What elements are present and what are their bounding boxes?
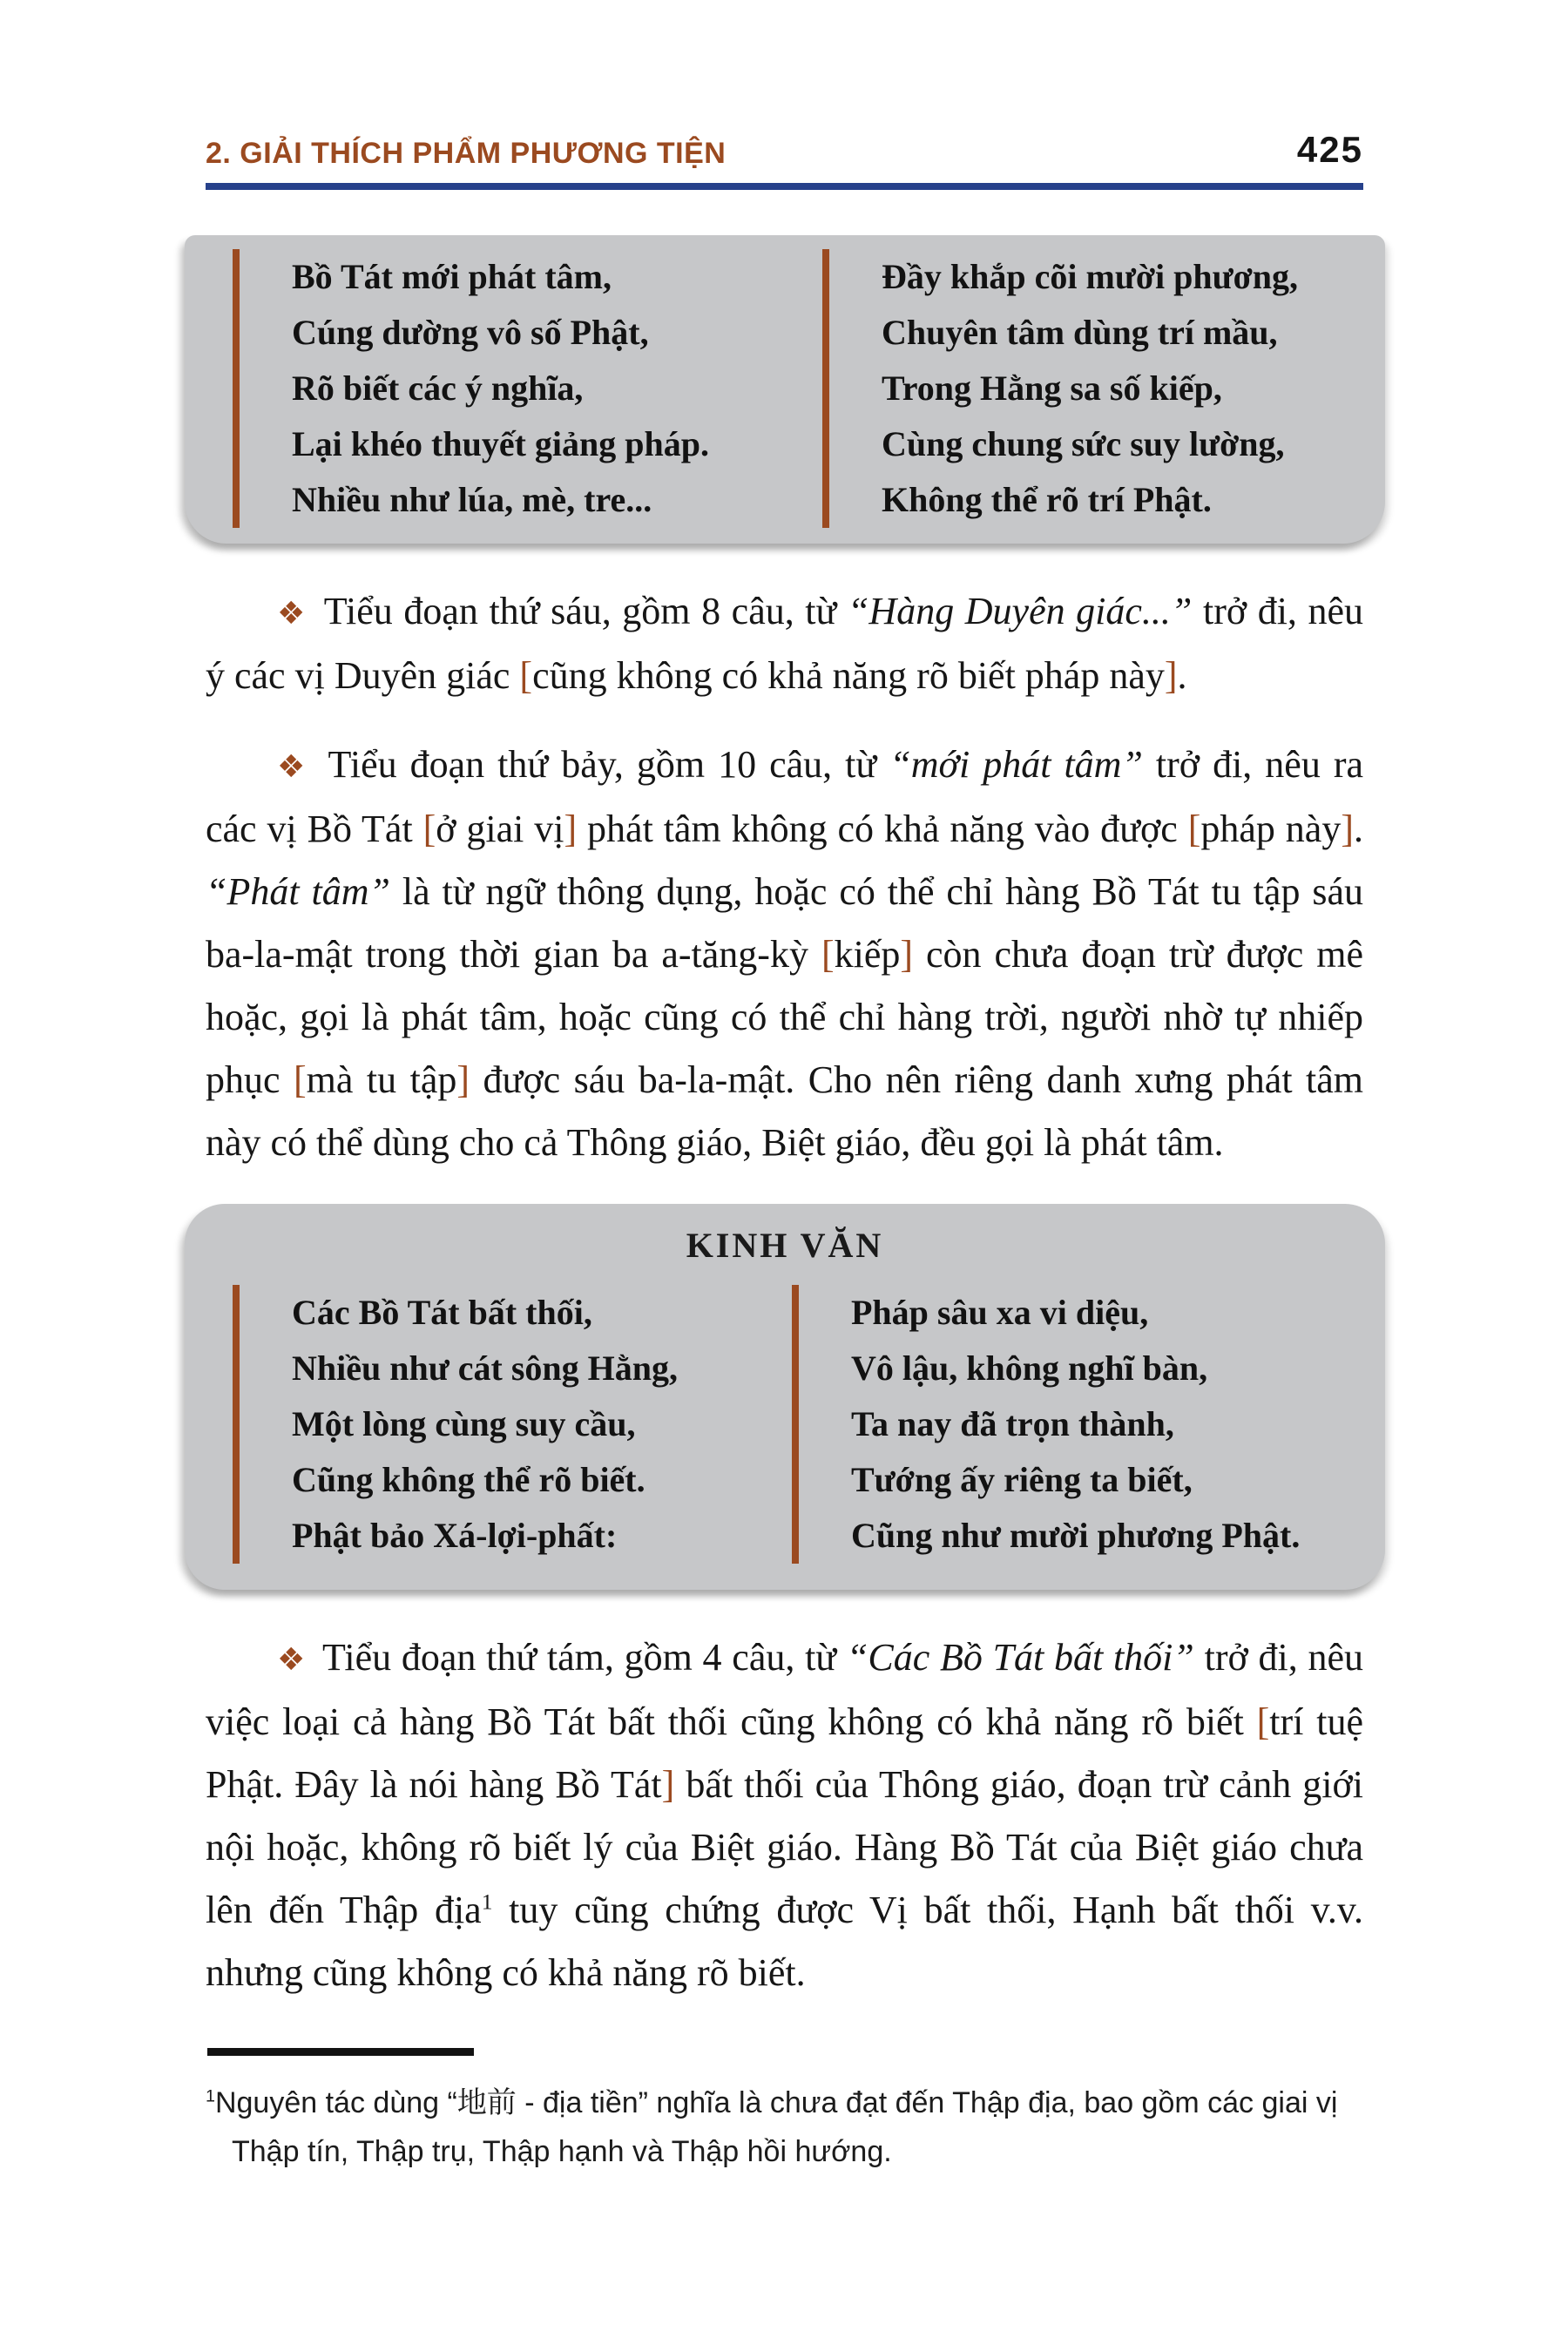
verse-columns bbox=[185, 249, 1385, 528]
text-segment-bracket: [ bbox=[1187, 808, 1201, 850]
page-header bbox=[206, 129, 1363, 190]
footnote bbox=[206, 2048, 1363, 2176]
text-segment-plain: trí tuệ Phật. Đây là nói hàng Bồ Tát bbox=[206, 1700, 1363, 1806]
verse-line: Cũng như mười phương Phật. bbox=[851, 1516, 1301, 1555]
verse-accent-bar bbox=[233, 1285, 240, 1564]
text-segment-plain: trở đi, nêu ra các vị Bồ Tát bbox=[206, 743, 1363, 850]
verse-accent-bar bbox=[792, 1285, 799, 1564]
text-segment-plain: Tiểu đoạn thứ bảy, gồm 10 câu, từ bbox=[315, 743, 890, 786]
text-segment-plain: còn chưa đoạn trừ được mê hoặc, gọi là phát tâm, hoặc cũng có thể chỉ hàng trời, người nhờ tự nhiếp phục bbox=[206, 933, 1364, 1101]
verse-line: Cùng chung sức suy lường, bbox=[882, 424, 1285, 463]
text-segment-bracket: ] bbox=[1341, 808, 1354, 850]
verse-column-left bbox=[233, 249, 773, 528]
verse-line: Chuyên tâm dùng trí mầu, bbox=[882, 313, 1278, 352]
text-segment-plain: kiếp bbox=[834, 933, 901, 976]
verse-column-right bbox=[792, 1285, 1354, 1564]
page-number: 425 bbox=[1296, 129, 1363, 170]
verse-line: Lại khéo thuyết giảng pháp. bbox=[292, 424, 710, 463]
verse-line: Không thể rõ trí Phật. bbox=[882, 480, 1212, 519]
text-segment-plain: là từ ngữ thông dụng, hoặc có thể chỉ hàng Bồ Tát tu tập sáu ba-la-mật trong thời gian ba a-tăng-kỳ bbox=[206, 870, 1364, 976]
text-segment-italic: “Hàng Duyên giác...” bbox=[847, 590, 1193, 632]
text-segment-italic: “Phát tâm” bbox=[206, 870, 390, 913]
text-segment-plain: trở đi, nêu việc loại cả hàng Bồ Tát bất thối cũng không có khả năng rõ biết bbox=[206, 1636, 1363, 1743]
verse-line: Phật bảo Xá-lợi-phất: bbox=[292, 1516, 618, 1555]
verse-column-left bbox=[233, 1285, 773, 1564]
verse-lines bbox=[829, 249, 1298, 528]
verse-line: Ta nay đã trọn thành, bbox=[851, 1404, 1174, 1443]
text-segment-sup: 1 bbox=[481, 1889, 493, 1915]
verse-accent-bar bbox=[233, 249, 240, 528]
verse-line: Trong Hằng sa số kiếp, bbox=[882, 368, 1222, 408]
verse-line: Rõ biết các ý nghĩa, bbox=[292, 368, 584, 408]
text-segment-plain: . bbox=[1177, 654, 1187, 697]
text-segment-bullet: ❖ bbox=[277, 595, 307, 632]
text-segment-italic: “mới phát tâm” bbox=[889, 743, 1143, 786]
paragraph bbox=[206, 1626, 1363, 2004]
verse-line: Cũng không thể rõ biết. bbox=[292, 1460, 645, 1499]
text-segment-plain: Tiểu đoạn thứ tám, gồm 4 câu, từ bbox=[313, 1636, 847, 1679]
text-segment-bracket: ] bbox=[1164, 654, 1178, 697]
text-segment-sup: 1 bbox=[206, 2086, 215, 2106]
verse-column-right bbox=[822, 249, 1354, 528]
text-segment-plain: . bbox=[1354, 808, 1363, 850]
verse-line: Pháp sâu xa vi diệu, bbox=[851, 1293, 1149, 1332]
verse-line: Các Bồ Tát bất thối, bbox=[292, 1293, 592, 1332]
text-segment-plain: cũng không có khả năng rõ biết pháp này bbox=[532, 654, 1165, 697]
paragraph bbox=[206, 733, 1363, 1174]
text-segment-bracket: ] bbox=[564, 808, 578, 850]
verse-line: Đầy khắp cõi mười phương, bbox=[882, 257, 1298, 296]
verse-line: Nhiều như cát sông Hằng, bbox=[292, 1348, 678, 1388]
text-segment-plain: bất thối của Thông giáo, đoạn trừ cảnh giới nội hoặc, không rõ biết lý của Biệt giáo. Hàng Bồ Tát của Biệt giáo chưa lên đến Thập địa bbox=[206, 1763, 1363, 1931]
verse-line: Một lòng cùng suy cầu, bbox=[292, 1404, 636, 1443]
text-segment-plain: Nguyên tác dùng “地前 - địa tiền” nghĩa là chưa đạt đến Thập địa, bao gồm các giai vị Thập tín, Thập trụ, Thập hạnh và Thập hồi hướng. bbox=[214, 2086, 1338, 2168]
commentary-section-2 bbox=[206, 1626, 1363, 2004]
text-segment-bullet: ❖ bbox=[277, 748, 309, 785]
text-segment-bracket: [ bbox=[821, 933, 835, 976]
kinh-van-box bbox=[185, 1204, 1385, 1590]
chapter-title: 2. GIẢI THÍCH PHẨM PHƯƠNG TIỆN bbox=[206, 137, 727, 170]
verse-line: Tướng ấy riêng ta biết, bbox=[851, 1460, 1193, 1499]
paragraph bbox=[206, 580, 1363, 707]
verse-columns bbox=[185, 1285, 1385, 1564]
text-segment-plain: tuy cũng chứng được Vị bất thối, Hạnh bất thối v.v. nhưng cũng không có khả năng rõ biết. bbox=[206, 1889, 1363, 1994]
verse-box-top bbox=[185, 235, 1385, 544]
text-segment-bracket: [ bbox=[519, 654, 533, 697]
verse-line: Vô lậu, không nghĩ bàn, bbox=[851, 1348, 1208, 1388]
text-segment-plain: trở đi, nêu ý các vị Duyên giác bbox=[206, 590, 1364, 697]
text-segment-plain: Tiểu đoạn thứ sáu, gồm 8 câu, từ bbox=[313, 590, 848, 632]
verse-line: Cúng dường vô số Phật, bbox=[292, 313, 649, 352]
verse-lines bbox=[240, 249, 709, 528]
text-segment-bracket: [ bbox=[1256, 1700, 1270, 1743]
verse-line: Bồ Tát mới phát tâm, bbox=[292, 257, 612, 296]
verse-line: Nhiều như lúa, mè, tre... bbox=[292, 480, 652, 519]
text-segment-bracket: ] bbox=[456, 1058, 470, 1101]
text-segment-bracket: [ bbox=[422, 808, 436, 850]
footnote-text bbox=[206, 2078, 1363, 2176]
text-segment-plain: ở giai vị bbox=[436, 808, 564, 850]
kinh-van-title: KINH VĂN bbox=[686, 1226, 884, 1265]
text-segment-italic: “Các Bồ Tát bất thối” bbox=[846, 1636, 1194, 1679]
text-segment-bracket: [ bbox=[294, 1058, 307, 1101]
text-segment-bullet: ❖ bbox=[277, 1641, 307, 1678]
verse-lines bbox=[240, 1285, 678, 1564]
commentary-section-1 bbox=[206, 580, 1363, 1174]
text-segment-plain: được sáu ba-la-mật. Cho nên riêng danh xưng phát tâm này có thể dùng cho cả Thông giáo, Biệt giáo, đều gọi là phát tâm. bbox=[206, 1058, 1364, 1164]
text-segment-plain: pháp này bbox=[1200, 808, 1342, 850]
footnote-rule bbox=[207, 2048, 474, 2056]
text-segment-plain: phát tâm không có khả năng vào được bbox=[577, 808, 1188, 850]
verse-lines bbox=[799, 1285, 1300, 1564]
text-segment-bracket: ] bbox=[661, 1763, 675, 1806]
text-segment-bracket: ] bbox=[900, 933, 914, 976]
text-segment-plain: mà tu tập bbox=[306, 1058, 457, 1101]
verse-accent-bar bbox=[822, 249, 829, 528]
